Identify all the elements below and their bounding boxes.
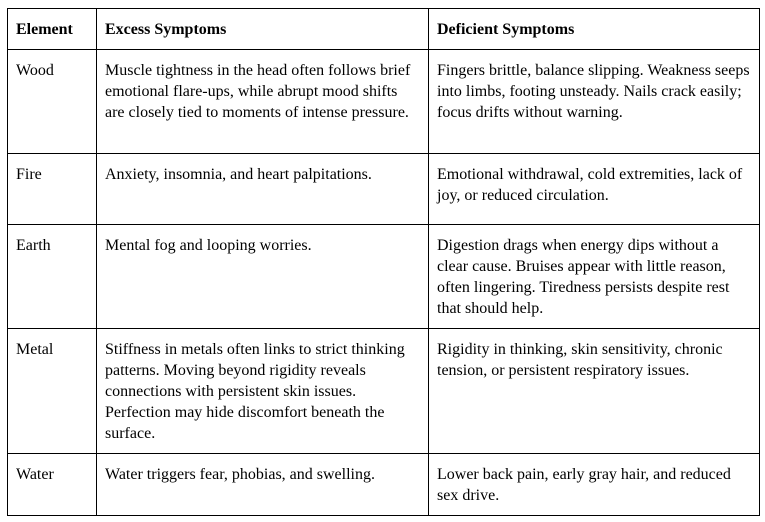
cell-excess-symptoms: Anxiety, insomnia, and heart palpitations. [97, 154, 429, 225]
cell-deficient-symptoms: Digestion drags when energy dips without a clear cause. Bruises appear with little reason, often lingering. Tiredness persists despite rest that should help. [429, 225, 760, 329]
cell-excess-symptoms: Mental fog and looping worries. [97, 225, 429, 329]
table-row-metal [8, 329, 760, 454]
cell-element: Metal [8, 329, 97, 454]
header-deficient-symptoms: Deficient Symptoms [429, 9, 760, 50]
header-element: Element [8, 9, 97, 50]
table-row-earth [8, 225, 760, 329]
table-row-fire [8, 154, 760, 225]
cell-element: Fire [8, 154, 97, 225]
cell-element: Water [8, 454, 97, 516]
table-row-water [8, 454, 760, 516]
header-excess-symptoms: Excess Symptoms [97, 9, 429, 50]
cell-excess-symptoms: Muscle tightness in the head often follows brief emotional flare-ups, while abrupt mood shifts are closely tied to moments of intense pressure. [97, 50, 429, 154]
cell-excess-symptoms: Stiffness in metals often links to strict thinking patterns. Moving beyond rigidity reveals connections with persistent skin issues. Perfection may hide discomfort beneath the surface. [97, 329, 429, 454]
cell-deficient-symptoms: Lower back pain, early gray hair, and reduced sex drive. [429, 454, 760, 516]
cell-deficient-symptoms: Rigidity in thinking, skin sensitivity, chronic tension, or persistent respiratory issues. [429, 329, 760, 454]
table-row-wood [8, 50, 760, 154]
five-elements-symptoms-table [7, 8, 760, 516]
cell-excess-symptoms: Water triggers fear, phobias, and swelling. [97, 454, 429, 516]
table-header-row [8, 9, 760, 50]
cell-deficient-symptoms: Fingers brittle, balance slipping. Weakness seeps into limbs, footing unsteady. Nails crack easily; focus drifts without warning. [429, 50, 760, 154]
cell-deficient-symptoms: Emotional withdrawal, cold extremities, lack of joy, or reduced circulation. [429, 154, 760, 225]
cell-element: Earth [8, 225, 97, 329]
cell-element: Wood [8, 50, 97, 154]
